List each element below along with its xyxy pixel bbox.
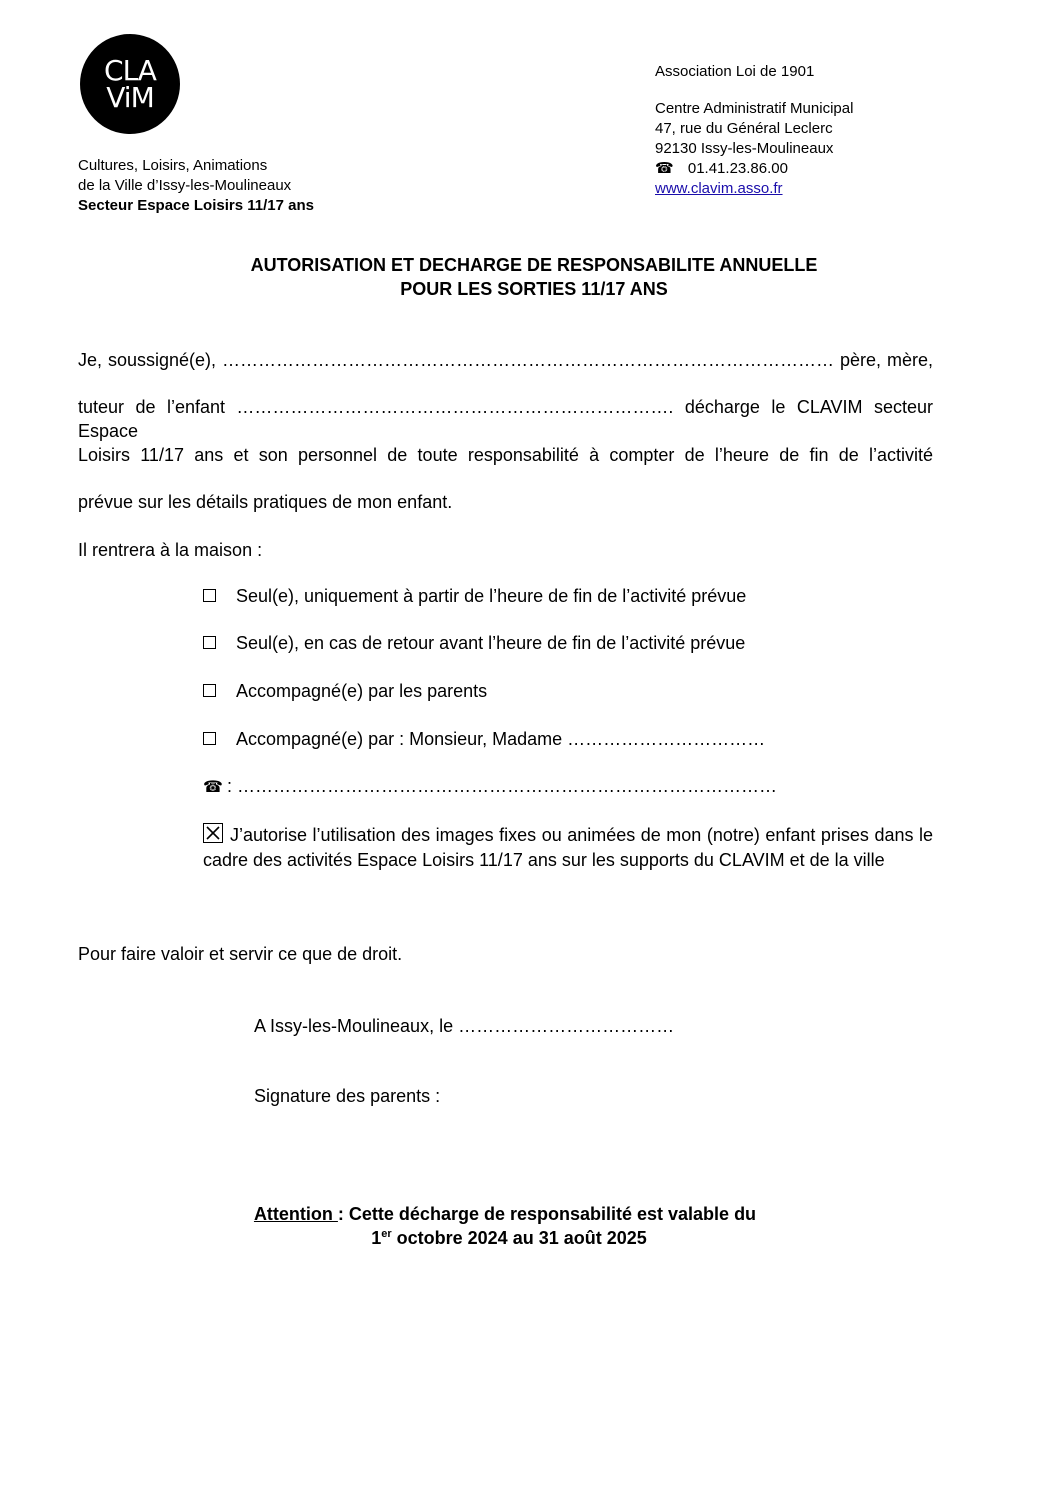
org-sector: Secteur Espace Loisirs 11/17 ans xyxy=(78,197,314,214)
phone-field-line[interactable]: ☎ : ……………………………………………………………………………… xyxy=(203,776,777,796)
body-line-3: Loisirs 11/17 ans et son personnel de toute responsabilité à compter de l’heure de fin de l’activité xyxy=(78,445,933,465)
address-line-1: Centre Administratif Municipal xyxy=(655,100,854,117)
option-alone-before-end[interactable]: Seul(e), en cas de retour avant l’heure de fin de l’activité prévue xyxy=(203,631,933,655)
date-line[interactable]: A Issy-les-Moulineaux, le ……………………………… xyxy=(254,1016,675,1036)
document-title xyxy=(0,253,1058,301)
organization-block xyxy=(78,156,314,216)
website-link[interactable]: www.clavim.asso.fr xyxy=(655,180,783,197)
org-line-2: de la Ville d’Issy-les-Moulineaux xyxy=(78,177,292,194)
checkbox[interactable] xyxy=(203,589,216,602)
image-consent[interactable] xyxy=(203,823,933,873)
option-with-parents[interactable]: Accompagné(e) par les parents xyxy=(203,679,933,703)
logo-text-bottom: ViM xyxy=(106,81,154,114)
address-line-2: 47, rue du Général Leclerc xyxy=(655,120,833,137)
checkbox[interactable] xyxy=(203,684,216,697)
checkbox[interactable] xyxy=(203,636,216,649)
parent-name-field[interactable]: ………………………………………………………………………………………… xyxy=(222,350,835,370)
telephone-icon: ☎ xyxy=(655,160,674,177)
image-consent-text: J’autorise l’utilisation des images fixes ou animées de mon (notre) enfant prises dans le cadre des activités Espace Loisirs 11/17 ans sur les supports du CLAVIM et de la ville xyxy=(203,825,933,870)
org-line-1: Cultures, Loisirs, Animations xyxy=(78,157,268,174)
option-alone-after-end[interactable]: Seul(e), uniquement à partir de l’heure de fin de l’activité prévue xyxy=(203,584,933,608)
clavim-logo xyxy=(80,34,180,134)
title-line-1: AUTORISATION ET DECHARGE DE RESPONSABILITE ANNUELLE xyxy=(250,255,818,275)
body-line-4: prévue sur les détails pratiques de mon enfant. xyxy=(78,492,453,512)
logo-text-top: CLA xyxy=(104,54,156,87)
contact-block xyxy=(655,62,853,199)
attention-label: Attention xyxy=(253,1204,338,1224)
association-line: Association Loi de 1901 xyxy=(655,63,815,80)
telephone-icon: ☎ xyxy=(203,779,223,796)
address-line-3: 92130 Issy-les-Moulineaux xyxy=(655,140,834,157)
phone-line xyxy=(655,159,853,179)
body-line-2: tuteur de l’enfant ………………………………………………………………. décharge le CLAVIM secteur Espace xyxy=(78,397,933,441)
signature-line[interactable]: Signature des parents : xyxy=(254,1086,441,1106)
checked-checkbox-icon[interactable] xyxy=(203,823,223,843)
phone-number: 01.41.23.86.00 xyxy=(687,160,788,177)
closing-line: Pour faire valoir et servir ce que de droit. xyxy=(78,944,403,964)
title-line-2: POUR LES SORTIES 11/17 ANS xyxy=(400,279,668,299)
body-line-1: Je, soussigné(e), ………………………………………………………………………………………… père, mère, xyxy=(78,350,933,370)
attention-note: Attention : Cette décharge de responsabilité est valable du 1er octobre 2024 au 31 août 2025 xyxy=(253,1204,757,1248)
body-line-5: Il rentrera à la maison : xyxy=(78,540,263,560)
option-with-other-adult[interactable]: Accompagné(e) par : Monsieur, Madame …………………………… xyxy=(203,727,933,751)
checkbox[interactable] xyxy=(203,732,216,745)
